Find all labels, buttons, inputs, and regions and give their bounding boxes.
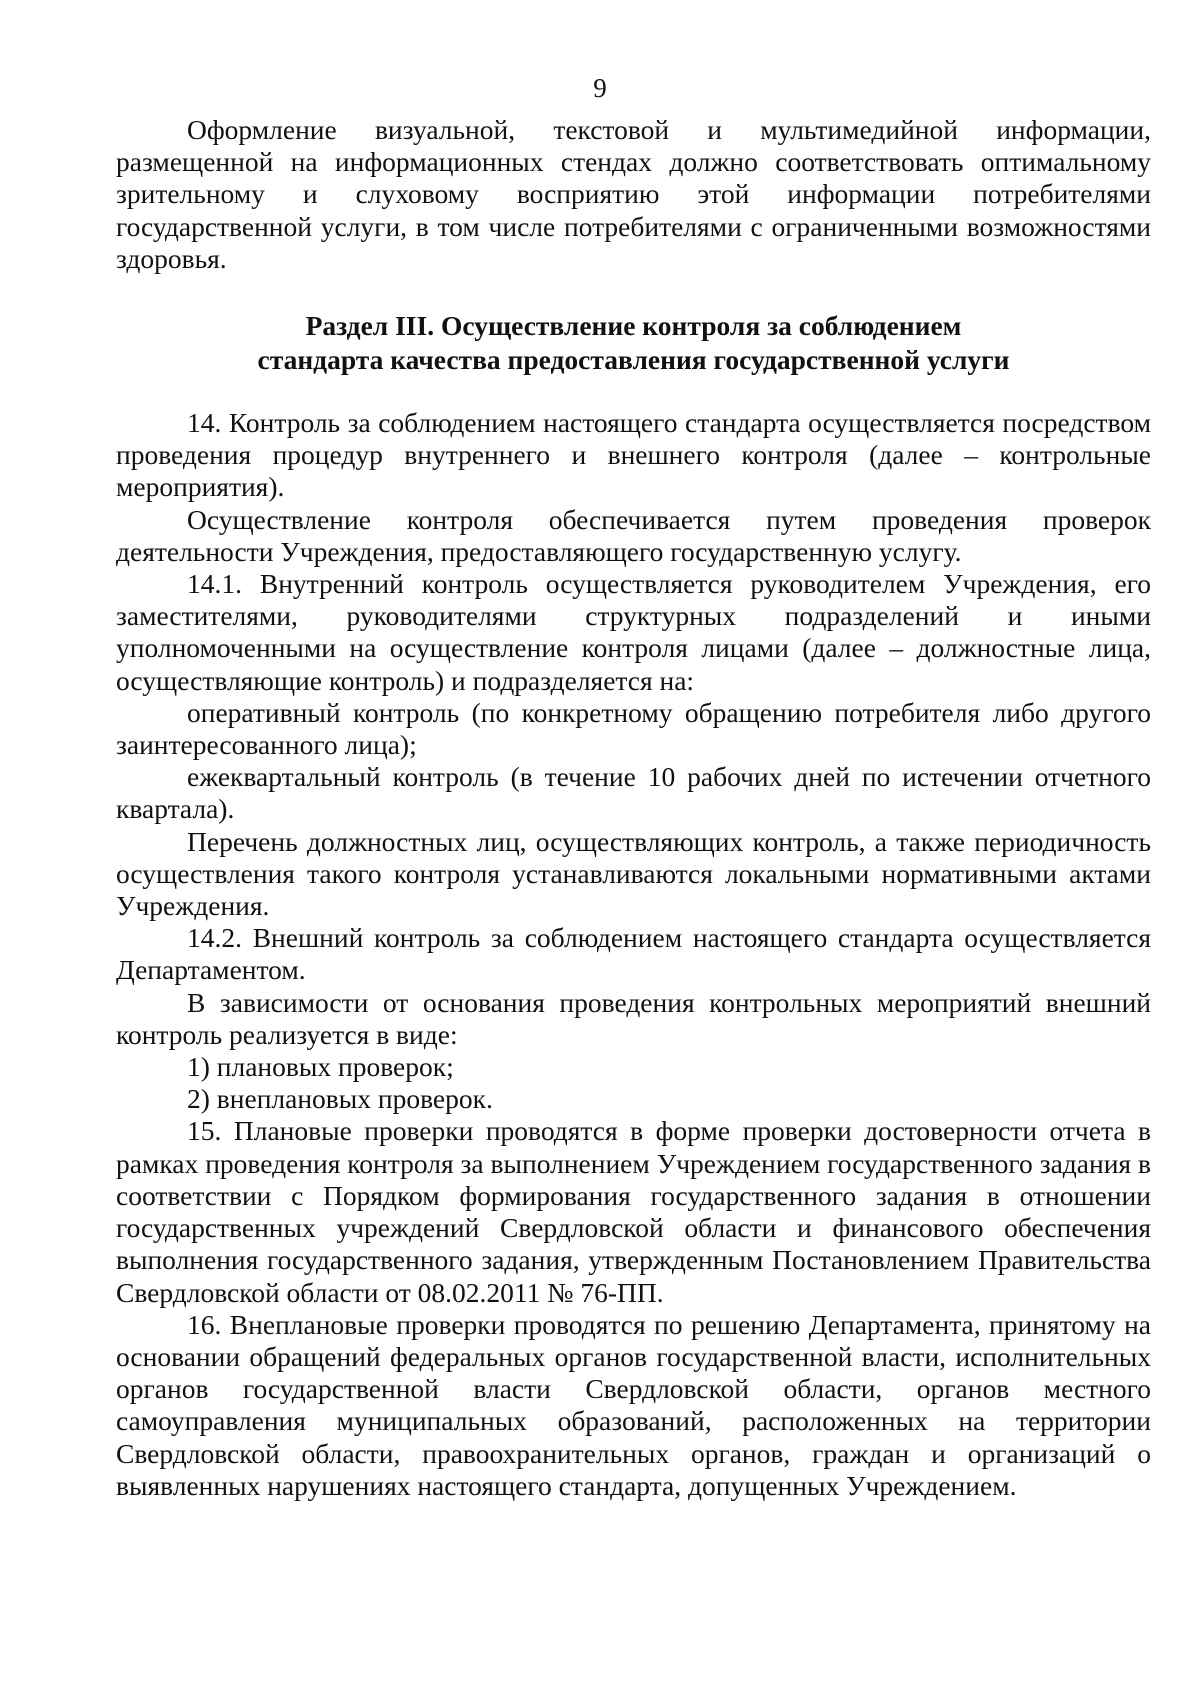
intro-paragraph: Оформление визуальной, текстовой и мультимедийной информации, размещенной на информационных стендах должно соответствовать оптимальному зрительному и слуховому восприятию этой информации потребителями государственной услуги, в том числе потребителями с ограниченными возможностями здоровья. — [116, 114, 1151, 274]
paragraph-external-control-types: В зависимости от основания проведения контрольных мероприятий внешний контроль реализуется в виде: — [116, 986, 1151, 1050]
section-heading — [116, 309, 1151, 377]
list-item-unplanned-checks: 2) внеплановых проверок. — [187, 1083, 493, 1115]
paragraph-14-2: 14.2. Внешний контроль за соблюдением настоящего стандарта осуществляется Департаментом. — [116, 922, 1151, 986]
paragraph-15: 15. Плановые проверки проводятся в форме проверки достоверности отчета в рамках проведения контроля за выполнением Учреждением государственного задания в соответствии с Порядком формирования государственного задания в отношении государственных учреждений Свердловской области и финансового обеспечения выполнения государственного задания, утвержденным Постановлением Правительства Свердловской области от 08.02.2011 № 76-ПП. — [116, 1115, 1151, 1308]
paragraph-quarterly-control: ежеквартальный контроль (в течение 10 рабочих дней по истечении отчетного квартала). — [116, 761, 1151, 825]
document-body — [116, 114, 1151, 1502]
paragraph-14-1: 14.1. Внутренний контроль осуществляется руководителем Учреждения, его заместителями, руководителями структурных подразделений и иными уполномоченными на осуществление контроля лицами (далее – должностные лица, осуществляющие контроль) и подразделяется на: — [116, 568, 1151, 696]
paragraph-14: 14. Контроль за соблюдением настоящего стандарта осуществляется посредством проведения процедур внутреннего и внешнего контроля (далее – контрольные мероприятия). — [116, 407, 1151, 503]
section-heading-line-1: Раздел III. Осуществление контроля за соблюдением — [305, 310, 962, 342]
paragraph-operative-control: оперативный контроль (по конкретному обращению потребителя либо другого заинтересованного лица); — [116, 696, 1151, 761]
page-number: 9 — [593, 73, 607, 103]
list-item-planned-checks: 1) плановых проверок; — [187, 1051, 454, 1083]
paragraph-16: 16. Внеплановые проверки проводятся по решению Департамента, принятому на основании обращений федеральных органов государственной власти, исполнительных органов государственной власти Свердловской области, органов местного самоуправления муниципальных образований, расположенных на территории Свердловской области, правоохранительных органов, граждан и организаций о выявленных нарушениях настоящего стандарта, допущенных Учреждением. — [116, 1308, 1151, 1501]
paragraph-officials-list: Перечень должностных лиц, осуществляющих контроль, а также периодичность осуществления такого контроля устанавливаются локальными нормативными актами Учреждения. — [116, 825, 1151, 922]
paragraph-control-provision: Осуществление контроля обеспечивается путем проведения проверок деятельности Учреждения, предоставляющего государственную услугу. — [116, 503, 1151, 567]
section-heading-line-2: стандарта качества предоставления государственной услуги — [257, 344, 1010, 376]
